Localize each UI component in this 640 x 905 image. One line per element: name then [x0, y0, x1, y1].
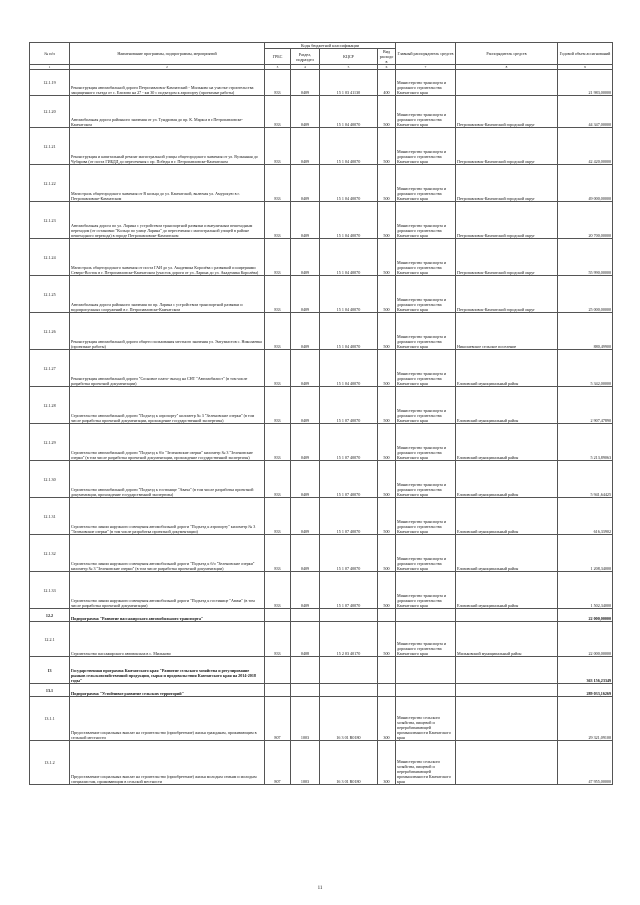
row-name: Реконструкция автомобильной дороги Петропавловск-Камчатский - Мильково на участке строительства защищенного съезда от с. Елизово на 27 - км 30 с подъездом к аэропорту (проектные работы) [70, 70, 265, 96]
row-manager: Елизовский муниципальный район [456, 387, 558, 424]
table-row [30, 350, 613, 387]
row-kcsr: 15 1 04 40070 [320, 313, 378, 350]
row-num: 13.1 [30, 684, 70, 697]
row-num: 12.1.20 [30, 96, 70, 128]
row-name: Подпрограмма "Развитие пассажирского автомобильного транспорта" [70, 609, 265, 622]
row-kcsr: 15 1 04 40070 [320, 128, 378, 165]
row-grbs: 833 [265, 128, 291, 165]
row-name: Автомобильная дорога районного значения от ул. Тундровая до пр. К. Маркса в г.Петропавловске-Камчатском [70, 96, 265, 128]
table-row [30, 276, 613, 313]
row-grbs: 833 [265, 535, 291, 572]
row-num: 12.1.30 [30, 461, 70, 498]
row-vr: 500 [378, 165, 396, 202]
row-rzpr: 0409 [291, 535, 320, 572]
row-amount: 55 990,00000 [558, 239, 613, 276]
row-rzpr: 0408 [291, 622, 320, 657]
row-num: 13.1.1 [30, 697, 70, 741]
table-row [30, 572, 613, 609]
row-main-manager: Министерство транспорта и дорожного строительства Камчатского края [396, 239, 456, 276]
table-row [30, 96, 613, 128]
row-num: 12.1.32 [30, 535, 70, 572]
table-row [30, 165, 613, 202]
row-num: 12.1.26 [30, 313, 70, 350]
row-rzpr: 0409 [291, 128, 320, 165]
row-num: 12.1.33 [30, 572, 70, 609]
row-vr: 300 [378, 741, 396, 785]
row-kcsr: 15 1 03 41130 [320, 70, 378, 96]
table-row [30, 697, 613, 741]
row-kcsr: 15 1 04 40070 [320, 202, 378, 239]
row-name: Автомобильная дорога по ул. Ларина с устройством транспортной развязки и внеуличным пешеходным переходом (от остановки "Кольцо по улице Ларина" до пересечения с магистральной улицей в районе пешеходного перехода) в городе Петропавловске-Камчатском [70, 202, 265, 239]
row-grbs: 833 [265, 572, 291, 609]
row-name: Государственная программа Камчатского края "Развитие сельского хозяйства и регулирование рынков сельскохозяйственной продукции, сырья и продовольствия Камчатского края на 2014-2018 годы" [70, 657, 265, 684]
row-manager [456, 684, 558, 697]
row-kcsr: 16 3 01 R0180 [320, 741, 378, 785]
budget-table-page [29, 42, 612, 785]
row-manager [456, 657, 558, 684]
row-rzpr: 1003 [291, 697, 320, 741]
row-vr [378, 609, 396, 622]
row-main-manager: Министерство транспорта и дорожного строительства Камчатского края [396, 572, 456, 609]
row-vr: 500 [378, 387, 396, 424]
row-amount: 20 700,00000 [558, 202, 613, 239]
row-amount: 616,33902 [558, 498, 613, 535]
row-name: Реконструкция и капитальный ремонт магистральной улицы общегородского значения от ул. Вулканная до Чубарова (от поста ГИБДД до пересечения с пр. Победы в г. Петропавловске-Камчатском [70, 128, 265, 165]
index-cell: 5 [320, 65, 378, 70]
row-grbs: 833 [265, 622, 291, 657]
row-main-manager: Министерство транспорта и дорожного строительства Камчатского края [396, 202, 456, 239]
row-rzpr: 0409 [291, 313, 320, 350]
row-num: 12.2 [30, 609, 70, 622]
row-num: 12.1.28 [30, 387, 70, 424]
table-row [30, 239, 613, 276]
row-num: 13 [30, 657, 70, 684]
row-kcsr: 16 3 01 R0180 [320, 697, 378, 741]
row-kcsr: 15 1 04 40070 [320, 350, 378, 387]
row-grbs: 833 [265, 96, 291, 128]
table-row [30, 387, 613, 424]
row-kcsr: 15 1 07 40070 [320, 424, 378, 461]
index-cell: 2 [70, 65, 265, 70]
row-manager: Елизовский муниципальный район [456, 498, 558, 535]
row-kcsr: 15 1 04 40070 [320, 239, 378, 276]
row-kcsr: 15 1 07 40070 [320, 387, 378, 424]
row-vr [378, 684, 396, 697]
row-amount: 363 156,23349 [558, 657, 613, 684]
header-amount: Годовой объем ассигнований [558, 43, 613, 65]
row-vr: 500 [378, 239, 396, 276]
row-vr: 500 [378, 461, 396, 498]
row-grbs: 833 [265, 313, 291, 350]
row-grbs: 833 [265, 350, 291, 387]
row-manager: Петропавловск-Камчатский городской округ [456, 276, 558, 313]
row-main-manager: Министерство транспорта и дорожного строительства Камчатского края [396, 165, 456, 202]
row-num: 12.1.31 [30, 498, 70, 535]
budget-table [29, 42, 613, 785]
row-name: Автомобильная дорога районного значения по пр. Ларина с устройством транспортной развязки и водопропускных сооружений в г. Петропавловске-Камчатском [70, 276, 265, 313]
index-cell: 1 [30, 65, 70, 70]
row-kcsr [320, 684, 378, 697]
table-row [30, 498, 613, 535]
row-manager [456, 741, 558, 785]
row-main-manager: Министерство транспорта и дорожного строительства Камчатского края [396, 70, 456, 96]
row-kcsr: 15 1 04 40070 [320, 276, 378, 313]
header-kcsr: КЦСР [320, 49, 378, 65]
row-kcsr: 15 1 07 40070 [320, 535, 378, 572]
row-name: Предоставление социальных выплат на строительство (приобретение) жилья молодым семьям и молодым специалистам, проживающим в сельской местности [70, 741, 265, 785]
row-vr: 500 [378, 350, 396, 387]
row-vr: 500 [378, 535, 396, 572]
row-name: Строительство автомобильной дороги "Подъезд к аэропорту" километр № 3 "Зеленовские озерки" (в том числе разработка проектной документации, прохождение государственной экспертизы) [70, 387, 265, 424]
row-grbs [265, 657, 291, 684]
row-rzpr: 0409 [291, 202, 320, 239]
row-rzpr: 0409 [291, 96, 320, 128]
row-manager [456, 70, 558, 96]
row-manager [456, 609, 558, 622]
row-manager: Елизовский муниципальный район [456, 461, 558, 498]
row-main-manager: Министерство сельского хозяйства, пищевой и перерабатывающей промышленности Камчатского края [396, 741, 456, 785]
row-rzpr: 1003 [291, 741, 320, 785]
row-vr: 500 [378, 96, 396, 128]
index-cell: 7 [396, 65, 456, 70]
row-num: 12.1.25 [30, 276, 70, 313]
row-main-manager: Министерство сельского хозяйства, пищевой и перерабатывающей промышленности Камчатского края [396, 697, 456, 741]
row-amount: 29 321,09100 [558, 697, 613, 741]
row-name: Строительство автомобильной дороги "Подъезд к б/о "Зеленовские озерки" километр № 3 "Зеленовские озерки" (в том числе разработка проектной документации, прохождение государственной экспертизы) [70, 424, 265, 461]
row-grbs: 833 [265, 276, 291, 313]
row-main-manager: Министерство транспорта и дорожного строительства Камчатского края [396, 276, 456, 313]
row-grbs: 833 [265, 461, 291, 498]
row-amount: 25 000,00000 [558, 276, 613, 313]
row-amount: 2 907,47890 [558, 387, 613, 424]
row-kcsr [320, 609, 378, 622]
row-num: 12.1.23 [30, 202, 70, 239]
row-rzpr: 0409 [291, 70, 320, 96]
row-amount: 289 033,16269 [558, 684, 613, 697]
row-vr [378, 657, 396, 684]
row-name: Предоставление социальных выплат на строительство (приобретение) жилья гражданам, проживающим в сельской местности [70, 697, 265, 741]
row-name: Магистраль общегородского значения от поста ГАИ до ул. Академика Королёва с развязкой и ширериями Северо-Восток в г. Петропавловске-Камчатском (участок дороги от ул. Ларина до ул. Академика Королёва) [70, 239, 265, 276]
row-num: 12.1.19 [30, 70, 70, 96]
row-rzpr: 0409 [291, 239, 320, 276]
row-grbs: 833 [265, 70, 291, 96]
row-kcsr: 15 1 04 40070 [320, 96, 378, 128]
row-name: Строительство линии наружного освещения автомобильной дороги "Подъезд к гостинице "Авача" (в том числе разработка проектной документации) [70, 572, 265, 609]
header-codes-group: Коды бюджетной классификации [265, 43, 396, 49]
table-header [30, 43, 613, 70]
row-vr: 500 [378, 313, 396, 350]
index-cell: 9 [558, 65, 613, 70]
header-main-manager: Главный распорядитель средств [396, 43, 456, 65]
row-num: 12.1.29 [30, 424, 70, 461]
row-vr: 300 [378, 697, 396, 741]
header-name: Наименование программы, подпрограммы, мероприятий [70, 43, 265, 65]
row-rzpr [291, 657, 320, 684]
row-name: Реконструкция автомобильной дороги "Сосновое плато- выход на СНТ "Автомобилист" (в том числе разработка проектной документации) [70, 350, 265, 387]
row-rzpr: 0409 [291, 387, 320, 424]
row-kcsr: 15 1 07 40070 [320, 461, 378, 498]
row-grbs [265, 609, 291, 622]
table-body [30, 70, 613, 785]
row-rzpr: 0409 [291, 424, 320, 461]
row-manager: Елизовский муниципальный район [456, 535, 558, 572]
row-grbs: 833 [265, 498, 291, 535]
row-rzpr: 0409 [291, 165, 320, 202]
row-kcsr [320, 657, 378, 684]
row-amount: 5 213,89063 [558, 424, 613, 461]
row-name: Магистраль общегородского значения от В кольца до ул. Камчатской, включая ул. Амурскую в г. Петропавловске-Камчатском [70, 165, 265, 202]
row-manager: Елизовский муниципальный район [456, 424, 558, 461]
row-amount: 42 420,00000 [558, 128, 613, 165]
header-vr: Вид расходов [378, 49, 396, 65]
row-amount: 1 208,34000 [558, 535, 613, 572]
row-rzpr: 0409 [291, 498, 320, 535]
row-manager: Мильковский муниципальный район [456, 622, 558, 657]
header-manager: Распорядитель средств [456, 43, 558, 65]
row-vr: 500 [378, 572, 396, 609]
row-grbs: 833 [265, 239, 291, 276]
table-row [30, 128, 613, 165]
header-num: № п/п [30, 43, 70, 65]
row-main-manager: Министерство транспорта и дорожного строительства Камчатского края [396, 313, 456, 350]
header-rzpr: Раздел, подраздел [291, 49, 320, 65]
table-row [30, 684, 613, 697]
row-name: Подпрограмма "Устойчивое развитие сельских территорий" [70, 684, 265, 697]
table-row [30, 609, 613, 622]
row-manager: Петропавловск-Камчатский городской округ [456, 128, 558, 165]
row-main-manager: Министерство транспорта и дорожного строительства Камчатского края [396, 350, 456, 387]
row-amount: 47 955,00000 [558, 741, 613, 785]
table-row [30, 70, 613, 96]
table-row [30, 535, 613, 572]
row-main-manager: Министерство транспорта и дорожного строительства Камчатского края [396, 387, 456, 424]
index-cell: 6 [378, 65, 396, 70]
row-main-manager: Министерство транспорта и дорожного строительства Камчатского края [396, 128, 456, 165]
row-manager: Петропавловск-Камчатский городской округ [456, 239, 558, 276]
row-vr: 500 [378, 424, 396, 461]
row-manager: Петропавловск-Камчатский городской округ [456, 202, 558, 239]
table-row [30, 741, 613, 785]
row-vr: 500 [378, 276, 396, 313]
row-grbs: 807 [265, 741, 291, 785]
row-num: 12.1.27 [30, 350, 70, 387]
table-row [30, 424, 613, 461]
row-main-manager [396, 657, 456, 684]
row-amount: 22 000,00000 [558, 622, 613, 657]
row-main-manager: Министерство транспорта и дорожного строительства Камчатского края [396, 424, 456, 461]
row-vr: 500 [378, 202, 396, 239]
row-amount: 49 000,00000 [558, 165, 613, 202]
row-main-manager [396, 609, 456, 622]
row-grbs: 807 [265, 697, 291, 741]
row-rzpr: 0409 [291, 350, 320, 387]
row-grbs: 833 [265, 387, 291, 424]
row-vr: 500 [378, 128, 396, 165]
row-manager: Елизовский муниципальный район [456, 350, 558, 387]
row-name: Реконструкция автомобильной дороги общего пользования местного значения ул. Энтузиастов с. Николаевка (проектные работы) [70, 313, 265, 350]
table-row [30, 622, 613, 657]
row-rzpr: 0409 [291, 276, 320, 313]
row-grbs: 833 [265, 424, 291, 461]
index-cell: 3 [265, 65, 291, 70]
row-amount: 5 941,64425 [558, 461, 613, 498]
row-num: 12.1.24 [30, 239, 70, 276]
row-kcsr: 15 1 04 40070 [320, 165, 378, 202]
row-vr: 400 [378, 70, 396, 96]
row-manager: Николаевское сельское поселение [456, 313, 558, 350]
row-kcsr: 15 1 07 40070 [320, 572, 378, 609]
row-main-manager [396, 684, 456, 697]
row-manager: Елизовский муниципальный район [456, 572, 558, 609]
row-amount: 44 347,00000 [558, 96, 613, 128]
table-row [30, 657, 613, 684]
row-name: Строительство линии наружного освещения автомобильной дороги "Подъезд к аэропорту" километр № 3 "Зеленовские озерки" (в том числе разработка проектной документации) [70, 498, 265, 535]
row-grbs: 833 [265, 165, 291, 202]
row-amount: 1 502,34000 [558, 572, 613, 609]
row-rzpr [291, 684, 320, 697]
row-grbs [265, 684, 291, 697]
row-kcsr: 15 1 07 40070 [320, 498, 378, 535]
row-num: 12.2.1 [30, 622, 70, 657]
row-rzpr [291, 609, 320, 622]
row-main-manager: Министерство транспорта и дорожного строительства Камчатского края [396, 498, 456, 535]
row-name: Строительство пассажирского автовокзала в с. Мильково [70, 622, 265, 657]
row-main-manager: Министерство транспорта и дорожного строительства Камчатского края [396, 535, 456, 572]
row-num: 12.1.22 [30, 165, 70, 202]
row-name: Строительство линии наружного освещения автомобильной дороги "Подъезд к б/о "Зеленовские озерки" километр № 3 "Зеленовские озерки" (в том числе разработка проектной документации) [70, 535, 265, 572]
row-kcsr: 15 2 03 40170 [320, 622, 378, 657]
row-vr: 500 [378, 498, 396, 535]
table-row [30, 202, 613, 239]
row-rzpr: 0409 [291, 461, 320, 498]
row-grbs: 833 [265, 202, 291, 239]
table-row [30, 313, 613, 350]
row-amount: 5 342,00000 [558, 350, 613, 387]
row-num: 12.1.21 [30, 128, 70, 165]
index-cell: 8 [456, 65, 558, 70]
header-grbs: ГРБС [265, 49, 291, 65]
table-row [30, 461, 613, 498]
row-manager: Петропавловск-Камчатский городской округ [456, 165, 558, 202]
row-main-manager: Министерство транспорта и дорожного строительства Камчатского края [396, 622, 456, 657]
row-amount: 880,49900 [558, 313, 613, 350]
row-rzpr: 0409 [291, 572, 320, 609]
row-main-manager: Министерство транспорта и дорожного строительства Камчатского края [396, 461, 456, 498]
row-main-manager: Министерство транспорта и дорожного строительства Камчатского края [396, 96, 456, 128]
row-num: 13.1.2 [30, 741, 70, 785]
row-name: Строительство автомобильной дороги "Подъезд к гостинице "Авача" (в том числе разработка проектной документации, прохождение государственной экспертизы) [70, 461, 265, 498]
row-amount: 21 983,00000 [558, 70, 613, 96]
row-manager: Петропавловск-Камчатский городской округ [456, 96, 558, 128]
row-amount: 22 000,00000 [558, 609, 613, 622]
index-cell: 4 [291, 65, 320, 70]
page-number: 11 [317, 886, 323, 891]
row-vr: 500 [378, 622, 396, 657]
row-manager [456, 697, 558, 741]
